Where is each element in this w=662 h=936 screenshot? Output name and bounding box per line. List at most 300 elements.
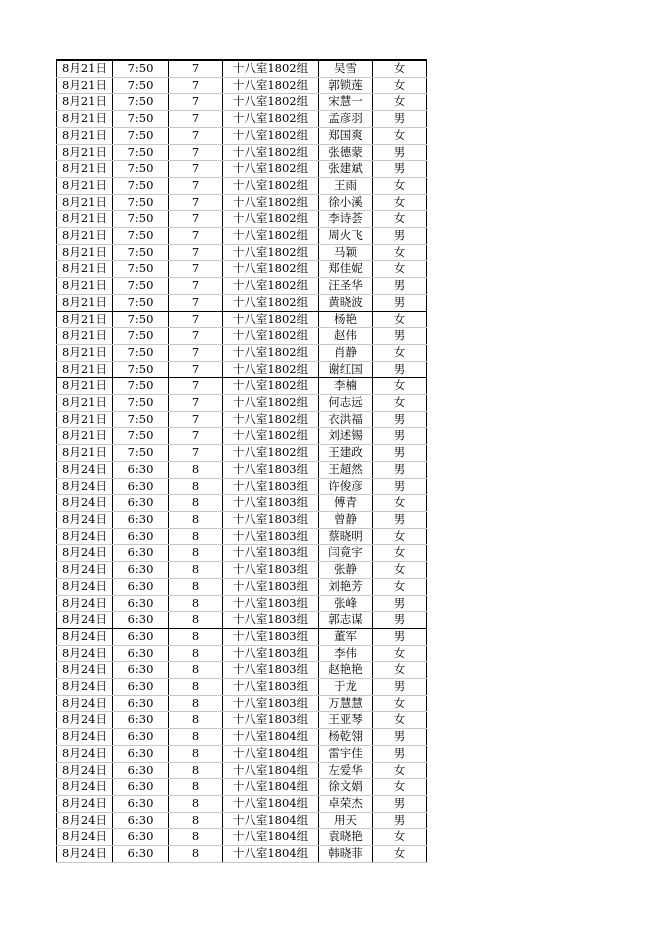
name-cell[interactable]: 卓荣杰 <box>319 795 373 812</box>
date-cell[interactable]: 8月24日 <box>57 461 113 478</box>
time-cell[interactable]: 7:50 <box>113 294 169 311</box>
gender-cell[interactable]: 男 <box>373 612 427 629</box>
date-cell[interactable]: 8月24日 <box>57 478 113 495</box>
name-cell[interactable]: 何志远 <box>319 395 373 412</box>
room-group-cell[interactable]: 十八室1803组 <box>223 528 319 545</box>
gender-cell[interactable]: 女 <box>373 244 427 261</box>
name-cell[interactable]: 肖静 <box>319 344 373 361</box>
name-cell[interactable]: 赵伟 <box>319 328 373 345</box>
number-cell[interactable]: 8 <box>169 762 223 779</box>
table-row <box>57 545 427 562</box>
room-group-cell[interactable]: 十八室1803组 <box>223 712 319 729</box>
gender-cell[interactable]: 男 <box>373 161 427 178</box>
date-cell[interactable]: 8月21日 <box>57 428 113 445</box>
time-cell[interactable]: 6:30 <box>113 628 169 645</box>
date-cell[interactable]: 8月21日 <box>57 261 113 278</box>
room-group-cell[interactable]: 十八室1804组 <box>223 846 319 863</box>
room-group-cell[interactable]: 十八室1802组 <box>223 311 319 328</box>
number-cell[interactable]: 7 <box>169 294 223 311</box>
date-cell[interactable]: 8月21日 <box>57 361 113 378</box>
number-cell[interactable]: 7 <box>169 94 223 111</box>
gender-cell[interactable]: 女 <box>373 211 427 228</box>
gender-cell[interactable]: 男 <box>373 729 427 746</box>
number-cell[interactable]: 8 <box>169 645 223 662</box>
time-cell[interactable]: 6:30 <box>113 779 169 796</box>
date-cell[interactable]: 8月24日 <box>57 628 113 645</box>
table-row <box>57 411 427 428</box>
number-cell[interactable]: 8 <box>169 779 223 796</box>
gender-cell[interactable]: 男 <box>373 111 427 128</box>
room-group-cell[interactable]: 十八室1803组 <box>223 662 319 679</box>
date-cell[interactable]: 8月21日 <box>57 94 113 111</box>
name-cell[interactable]: 赵艳艳 <box>319 662 373 679</box>
name-cell[interactable]: 刘述锡 <box>319 428 373 445</box>
date-cell[interactable]: 8月24日 <box>57 712 113 729</box>
room-group-cell[interactable]: 十八室1803组 <box>223 545 319 562</box>
date-cell[interactable]: 8月24日 <box>57 846 113 863</box>
date-cell[interactable]: 8月24日 <box>57 729 113 746</box>
number-cell[interactable]: 7 <box>169 77 223 94</box>
name-cell[interactable]: 蔡晓明 <box>319 528 373 545</box>
room-group-cell[interactable]: 十八室1802组 <box>223 94 319 111</box>
date-cell[interactable]: 8月24日 <box>57 662 113 679</box>
time-cell[interactable]: 6:30 <box>113 695 169 712</box>
room-group-cell[interactable]: 十八室1802组 <box>223 411 319 428</box>
gender-cell[interactable]: 女 <box>373 261 427 278</box>
number-cell[interactable]: 8 <box>169 745 223 762</box>
date-cell[interactable]: 8月21日 <box>57 60 113 77</box>
number-cell[interactable]: 7 <box>169 445 223 462</box>
time-cell[interactable]: 6:30 <box>113 846 169 863</box>
gender-cell[interactable]: 女 <box>373 545 427 562</box>
date-cell[interactable]: 8月24日 <box>57 645 113 662</box>
gender-cell[interactable]: 男 <box>373 795 427 812</box>
time-cell[interactable]: 6:30 <box>113 461 169 478</box>
gender-cell[interactable]: 男 <box>373 294 427 311</box>
date-cell[interactable]: 8月24日 <box>57 495 113 512</box>
date-cell[interactable]: 8月21日 <box>57 445 113 462</box>
time-cell[interactable]: 6:30 <box>113 795 169 812</box>
date-cell[interactable]: 8月24日 <box>57 578 113 595</box>
time-cell[interactable]: 6:30 <box>113 829 169 846</box>
gender-cell[interactable]: 女 <box>373 77 427 94</box>
time-cell[interactable]: 6:30 <box>113 812 169 829</box>
room-group-cell[interactable]: 十八室1802组 <box>223 60 319 77</box>
room-group-cell[interactable]: 十八室1803组 <box>223 461 319 478</box>
time-cell[interactable]: 6:30 <box>113 578 169 595</box>
time-cell[interactable]: 6:30 <box>113 511 169 528</box>
time-cell[interactable]: 7:50 <box>113 378 169 395</box>
room-group-cell[interactable]: 十八室1802组 <box>223 395 319 412</box>
date-cell[interactable]: 8月21日 <box>57 244 113 261</box>
room-group-cell[interactable]: 十八室1803组 <box>223 562 319 579</box>
number-cell[interactable]: 7 <box>169 428 223 445</box>
table-row <box>57 595 427 612</box>
number-cell[interactable]: 7 <box>169 328 223 345</box>
time-cell[interactable]: 7:50 <box>113 111 169 128</box>
number-cell[interactable]: 7 <box>169 194 223 211</box>
number-cell[interactable]: 7 <box>169 361 223 378</box>
gender-cell[interactable]: 男 <box>373 812 427 829</box>
number-cell[interactable]: 8 <box>169 729 223 746</box>
name-cell[interactable]: 郑国爽 <box>319 127 373 144</box>
gender-cell[interactable]: 男 <box>373 445 427 462</box>
time-cell[interactable]: 6:30 <box>113 545 169 562</box>
time-cell[interactable]: 7:50 <box>113 161 169 178</box>
number-cell[interactable]: 8 <box>169 478 223 495</box>
room-group-cell[interactable]: 十八室1802组 <box>223 111 319 128</box>
time-cell[interactable]: 6:30 <box>113 745 169 762</box>
room-group-cell[interactable]: 十八室1803组 <box>223 695 319 712</box>
name-cell[interactable]: 董军 <box>319 628 373 645</box>
number-cell[interactable]: 7 <box>169 261 223 278</box>
number-cell[interactable]: 8 <box>169 846 223 863</box>
name-cell[interactable]: 周火飞 <box>319 228 373 245</box>
number-cell[interactable]: 8 <box>169 612 223 629</box>
time-cell[interactable]: 7:50 <box>113 244 169 261</box>
name-cell[interactable]: 马颖 <box>319 244 373 261</box>
gender-cell[interactable]: 男 <box>373 628 427 645</box>
time-cell[interactable]: 7:50 <box>113 211 169 228</box>
date-cell[interactable]: 8月21日 <box>57 194 113 211</box>
name-cell[interactable]: 于龙 <box>319 679 373 696</box>
date-cell[interactable]: 8月24日 <box>57 679 113 696</box>
number-cell[interactable]: 7 <box>169 278 223 295</box>
time-cell[interactable]: 7:50 <box>113 60 169 77</box>
room-group-cell[interactable]: 十八室1804组 <box>223 745 319 762</box>
date-cell[interactable]: 8月21日 <box>57 328 113 345</box>
number-cell[interactable]: 7 <box>169 344 223 361</box>
name-cell[interactable]: 宋慧一 <box>319 94 373 111</box>
gender-cell[interactable]: 女 <box>373 562 427 579</box>
time-cell[interactable]: 6:30 <box>113 478 169 495</box>
room-group-cell[interactable]: 十八室1802组 <box>223 177 319 194</box>
room-group-cell[interactable]: 十八室1803组 <box>223 511 319 528</box>
gender-cell[interactable]: 女 <box>373 378 427 395</box>
gender-cell[interactable]: 男 <box>373 679 427 696</box>
gender-cell[interactable]: 男 <box>373 278 427 295</box>
room-group-cell[interactable]: 十八室1802组 <box>223 445 319 462</box>
time-cell[interactable]: 7:50 <box>113 411 169 428</box>
time-cell[interactable]: 6:30 <box>113 495 169 512</box>
name-cell[interactable]: 郑佳妮 <box>319 261 373 278</box>
gender-cell[interactable]: 男 <box>373 461 427 478</box>
name-cell[interactable]: 杨乾翎 <box>319 729 373 746</box>
gender-cell[interactable]: 女 <box>373 177 427 194</box>
gender-cell[interactable]: 女 <box>373 846 427 863</box>
table-row <box>57 829 427 846</box>
schedule-table <box>56 59 427 863</box>
gender-cell[interactable]: 男 <box>373 228 427 245</box>
room-group-cell[interactable]: 十八室1804组 <box>223 762 319 779</box>
name-cell[interactable]: 郭锁莲 <box>319 77 373 94</box>
gender-cell[interactable]: 女 <box>373 829 427 846</box>
gender-cell[interactable]: 男 <box>373 144 427 161</box>
room-group-cell[interactable]: 十八室1802组 <box>223 428 319 445</box>
number-cell[interactable]: 7 <box>169 161 223 178</box>
number-cell[interactable]: 8 <box>169 712 223 729</box>
time-cell[interactable]: 6:30 <box>113 762 169 779</box>
date-cell[interactable]: 8月21日 <box>57 395 113 412</box>
gender-cell[interactable]: 女 <box>373 578 427 595</box>
date-cell[interactable]: 8月21日 <box>57 311 113 328</box>
date-cell[interactable]: 8月24日 <box>57 595 113 612</box>
gender-cell[interactable]: 男 <box>373 595 427 612</box>
number-cell[interactable]: 7 <box>169 228 223 245</box>
name-cell[interactable]: 袁晓艳 <box>319 829 373 846</box>
name-cell[interactable]: 郭志谋 <box>319 612 373 629</box>
room-group-cell[interactable]: 十八室1802组 <box>223 77 319 94</box>
name-cell[interactable]: 张峰 <box>319 595 373 612</box>
number-cell[interactable]: 7 <box>169 177 223 194</box>
name-cell[interactable]: 杨艳 <box>319 311 373 328</box>
date-cell[interactable]: 8月21日 <box>57 127 113 144</box>
room-group-cell[interactable]: 十八室1804组 <box>223 779 319 796</box>
date-cell[interactable]: 8月24日 <box>57 812 113 829</box>
gender-cell[interactable]: 女 <box>373 495 427 512</box>
number-cell[interactable]: 7 <box>169 378 223 395</box>
time-cell[interactable]: 6:30 <box>113 679 169 696</box>
room-group-cell[interactable]: 十八室1802组 <box>223 378 319 395</box>
number-cell[interactable]: 8 <box>169 545 223 562</box>
number-cell[interactable]: 7 <box>169 111 223 128</box>
room-group-cell[interactable]: 十八室1802组 <box>223 344 319 361</box>
gender-cell[interactable]: 女 <box>373 311 427 328</box>
number-cell[interactable]: 8 <box>169 695 223 712</box>
name-cell[interactable]: 黄晓波 <box>319 294 373 311</box>
room-group-cell[interactable]: 十八室1802组 <box>223 194 319 211</box>
date-cell[interactable]: 8月24日 <box>57 612 113 629</box>
time-cell[interactable]: 7:50 <box>113 127 169 144</box>
time-cell[interactable]: 7:50 <box>113 261 169 278</box>
time-cell[interactable]: 7:50 <box>113 194 169 211</box>
time-cell[interactable]: 7:50 <box>113 328 169 345</box>
number-cell[interactable]: 7 <box>169 395 223 412</box>
room-group-cell[interactable]: 十八室1802组 <box>223 244 319 261</box>
time-cell[interactable]: 7:50 <box>113 395 169 412</box>
time-cell[interactable]: 6:30 <box>113 712 169 729</box>
room-group-cell[interactable]: 十八室1802组 <box>223 228 319 245</box>
date-cell[interactable]: 8月21日 <box>57 161 113 178</box>
room-group-cell[interactable]: 十八室1802组 <box>223 278 319 295</box>
name-cell[interactable]: 闫竟宇 <box>319 545 373 562</box>
date-cell[interactable]: 8月24日 <box>57 829 113 846</box>
name-cell[interactable]: 万慧慧 <box>319 695 373 712</box>
time-cell[interactable]: 7:50 <box>113 361 169 378</box>
number-cell[interactable]: 7 <box>169 60 223 77</box>
date-cell[interactable]: 8月21日 <box>57 378 113 395</box>
time-cell[interactable]: 7:50 <box>113 177 169 194</box>
gender-cell[interactable]: 女 <box>373 60 427 77</box>
time-cell[interactable]: 6:30 <box>113 645 169 662</box>
gender-cell[interactable]: 女 <box>373 645 427 662</box>
date-cell[interactable]: 8月21日 <box>57 278 113 295</box>
room-group-cell[interactable]: 十八室1803组 <box>223 645 319 662</box>
gender-cell[interactable]: 男 <box>373 478 427 495</box>
date-cell[interactable]: 8月24日 <box>57 511 113 528</box>
name-cell[interactable]: 汪圣华 <box>319 278 373 295</box>
room-group-cell[interactable]: 十八室1803组 <box>223 478 319 495</box>
name-cell[interactable]: 左爱华 <box>319 762 373 779</box>
number-cell[interactable]: 8 <box>169 511 223 528</box>
time-cell[interactable]: 6:30 <box>113 562 169 579</box>
number-cell[interactable]: 8 <box>169 662 223 679</box>
name-cell[interactable]: 王建政 <box>319 445 373 462</box>
room-group-cell[interactable]: 十八室1802组 <box>223 144 319 161</box>
table-row <box>57 177 427 194</box>
date-cell[interactable]: 8月24日 <box>57 779 113 796</box>
name-cell[interactable]: 衣洪福 <box>319 411 373 428</box>
name-cell[interactable]: 傅青 <box>319 495 373 512</box>
name-cell[interactable]: 雷宇佳 <box>319 745 373 762</box>
room-group-cell[interactable]: 十八室1803组 <box>223 679 319 696</box>
room-group-cell[interactable]: 十八室1804组 <box>223 795 319 812</box>
date-cell[interactable]: 8月21日 <box>57 344 113 361</box>
date-cell[interactable]: 8月24日 <box>57 695 113 712</box>
number-cell[interactable]: 8 <box>169 461 223 478</box>
number-cell[interactable]: 8 <box>169 578 223 595</box>
date-cell[interactable]: 8月24日 <box>57 562 113 579</box>
name-cell[interactable]: 徐文娟 <box>319 779 373 796</box>
name-cell[interactable]: 李伟 <box>319 645 373 662</box>
gender-cell[interactable]: 女 <box>373 779 427 796</box>
room-group-cell[interactable]: 十八室1802组 <box>223 127 319 144</box>
name-cell[interactable]: 许俊彦 <box>319 478 373 495</box>
gender-cell[interactable]: 女 <box>373 127 427 144</box>
table-row <box>57 77 427 94</box>
number-cell[interactable]: 8 <box>169 562 223 579</box>
number-cell[interactable]: 8 <box>169 628 223 645</box>
gender-cell[interactable]: 女 <box>373 762 427 779</box>
table-row <box>57 261 427 278</box>
room-group-cell[interactable]: 十八室1803组 <box>223 578 319 595</box>
date-cell[interactable]: 8月21日 <box>57 411 113 428</box>
date-cell[interactable]: 8月24日 <box>57 762 113 779</box>
time-cell[interactable]: 7:50 <box>113 228 169 245</box>
name-cell[interactable]: 李楠 <box>319 378 373 395</box>
gender-cell[interactable]: 女 <box>373 662 427 679</box>
time-cell[interactable]: 7:50 <box>113 94 169 111</box>
time-cell[interactable]: 6:30 <box>113 729 169 746</box>
gender-cell[interactable]: 女 <box>373 528 427 545</box>
time-cell[interactable]: 6:30 <box>113 595 169 612</box>
date-cell[interactable]: 8月24日 <box>57 745 113 762</box>
name-cell[interactable]: 王雨 <box>319 177 373 194</box>
time-cell[interactable]: 7:50 <box>113 144 169 161</box>
name-cell[interactable]: 孟彦羽 <box>319 111 373 128</box>
table-row <box>57 378 427 395</box>
name-cell[interactable]: 张德蒙 <box>319 144 373 161</box>
date-cell[interactable]: 8月24日 <box>57 795 113 812</box>
name-cell[interactable]: 刘艳芳 <box>319 578 373 595</box>
date-cell[interactable]: 8月21日 <box>57 144 113 161</box>
gender-cell[interactable]: 女 <box>373 344 427 361</box>
number-cell[interactable]: 7 <box>169 211 223 228</box>
name-cell[interactable]: 张静 <box>319 562 373 579</box>
gender-cell[interactable]: 女 <box>373 94 427 111</box>
number-cell[interactable]: 8 <box>169 679 223 696</box>
room-group-cell[interactable]: 十八室1802组 <box>223 261 319 278</box>
number-cell[interactable]: 7 <box>169 127 223 144</box>
table-row <box>57 127 427 144</box>
date-cell[interactable]: 8月21日 <box>57 211 113 228</box>
room-group-cell[interactable]: 十八室1804组 <box>223 812 319 829</box>
name-cell[interactable]: 李诗荟 <box>319 211 373 228</box>
room-group-cell[interactable]: 十八室1802组 <box>223 161 319 178</box>
gender-cell[interactable]: 女 <box>373 712 427 729</box>
date-cell[interactable]: 8月21日 <box>57 294 113 311</box>
name-cell[interactable]: 张建斌 <box>319 161 373 178</box>
name-cell[interactable]: 用天 <box>319 812 373 829</box>
number-cell[interactable]: 7 <box>169 411 223 428</box>
table-row <box>57 428 427 445</box>
gender-cell[interactable]: 男 <box>373 411 427 428</box>
room-group-cell[interactable]: 十八室1802组 <box>223 328 319 345</box>
room-group-cell[interactable]: 十八室1803组 <box>223 628 319 645</box>
time-cell[interactable]: 7:50 <box>113 428 169 445</box>
date-cell[interactable]: 8月24日 <box>57 528 113 545</box>
date-cell[interactable]: 8月21日 <box>57 111 113 128</box>
gender-cell[interactable]: 男 <box>373 428 427 445</box>
number-cell[interactable]: 8 <box>169 595 223 612</box>
number-cell[interactable]: 7 <box>169 244 223 261</box>
number-cell[interactable]: 8 <box>169 495 223 512</box>
number-cell[interactable]: 8 <box>169 829 223 846</box>
gender-cell[interactable]: 男 <box>373 361 427 378</box>
name-cell[interactable]: 吴雪 <box>319 60 373 77</box>
time-cell[interactable]: 7:50 <box>113 445 169 462</box>
room-group-cell[interactable]: 十八室1802组 <box>223 361 319 378</box>
date-cell[interactable]: 8月21日 <box>57 228 113 245</box>
room-group-cell[interactable]: 十八室1803组 <box>223 612 319 629</box>
gender-cell[interactable]: 女 <box>373 395 427 412</box>
table-row <box>57 662 427 679</box>
name-cell[interactable]: 王亚琴 <box>319 712 373 729</box>
room-group-cell[interactable]: 十八室1804组 <box>223 729 319 746</box>
name-cell[interactable]: 徐小溪 <box>319 194 373 211</box>
time-cell[interactable]: 7:50 <box>113 311 169 328</box>
room-group-cell[interactable]: 十八室1803组 <box>223 595 319 612</box>
room-group-cell[interactable]: 十八室1804组 <box>223 829 319 846</box>
room-group-cell[interactable]: 十八室1802组 <box>223 294 319 311</box>
date-cell[interactable]: 8月21日 <box>57 177 113 194</box>
number-cell[interactable]: 7 <box>169 311 223 328</box>
number-cell[interactable]: 8 <box>169 812 223 829</box>
time-cell[interactable]: 6:30 <box>113 662 169 679</box>
name-cell[interactable]: 王超然 <box>319 461 373 478</box>
time-cell[interactable]: 7:50 <box>113 344 169 361</box>
room-group-cell[interactable]: 十八室1803组 <box>223 495 319 512</box>
time-cell[interactable]: 7:50 <box>113 278 169 295</box>
name-cell[interactable]: 谢红国 <box>319 361 373 378</box>
gender-cell[interactable]: 女 <box>373 695 427 712</box>
time-cell[interactable]: 7:50 <box>113 77 169 94</box>
gender-cell[interactable]: 男 <box>373 511 427 528</box>
number-cell[interactable]: 8 <box>169 528 223 545</box>
number-cell[interactable]: 7 <box>169 144 223 161</box>
gender-cell[interactable]: 女 <box>373 194 427 211</box>
name-cell[interactable]: 曾静 <box>319 511 373 528</box>
gender-cell[interactable]: 男 <box>373 745 427 762</box>
room-group-cell[interactable]: 十八室1802组 <box>223 211 319 228</box>
gender-cell[interactable]: 男 <box>373 328 427 345</box>
name-cell[interactable]: 韩晓菲 <box>319 846 373 863</box>
time-cell[interactable]: 6:30 <box>113 612 169 629</box>
time-cell[interactable]: 6:30 <box>113 528 169 545</box>
date-cell[interactable]: 8月24日 <box>57 545 113 562</box>
date-cell[interactable]: 8月21日 <box>57 77 113 94</box>
number-cell[interactable]: 8 <box>169 795 223 812</box>
